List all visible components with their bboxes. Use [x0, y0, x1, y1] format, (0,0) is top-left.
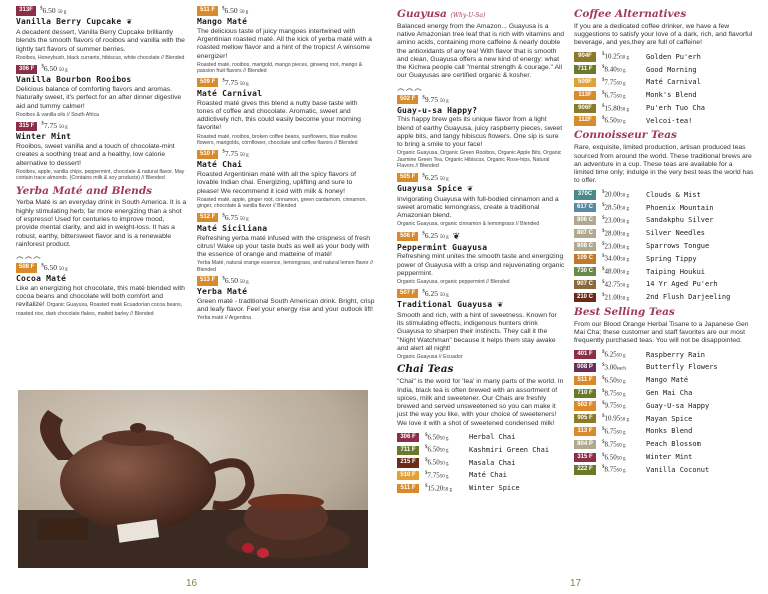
item-code: 113 F [574, 427, 596, 436]
list-item [397, 444, 565, 457]
list-item [574, 51, 754, 64]
item-code: 710 F [574, 389, 596, 398]
teapot-photo [18, 390, 368, 568]
item-name: Velcoi-tea! [646, 116, 693, 125]
item-name: Maté Siciliana [197, 223, 268, 233]
list-item [574, 201, 754, 214]
leaf-icon: ❦ [497, 299, 503, 310]
item-code: 711 F [397, 446, 419, 455]
item-price: $23.0050 g [602, 241, 629, 250]
item-ingredients: Yerba Maté, natural orange essence, lemongrass, and natural lemon flavor // Blended [197, 260, 373, 273]
item-code: 511 F [197, 6, 218, 15]
item-code: 808 C [574, 242, 596, 251]
swirl-ornament-icon: ෴෴෴ [16, 252, 42, 262]
item-price: $10.9550 g [602, 414, 629, 423]
list-item [574, 425, 754, 438]
item-ingredients: Rooibos & vanilla oils // South Africa [16, 111, 100, 118]
item-price: $6.50 50 g [41, 64, 68, 74]
item-price: $8.7550 g [602, 388, 626, 397]
item-price: $7.7550 g [602, 77, 626, 87]
list-item [574, 387, 754, 400]
item-code: 313F [16, 6, 36, 15]
item-code: 502 F [397, 95, 418, 104]
item-code: 511 F [397, 484, 419, 493]
item-price: $21.0050 g [602, 292, 629, 302]
menu-item [397, 173, 565, 228]
item-name: Sparrows Tongue [646, 241, 710, 250]
best-selling-list [574, 348, 754, 476]
item-name: Cocoa Maté [16, 273, 67, 283]
section-title-guayusa: Guayusa (Why-U-Sa) [397, 8, 486, 20]
item-code: 617 C [574, 203, 596, 212]
list-item [574, 278, 754, 291]
item-name: Silver Needles [646, 229, 706, 238]
item-name: Guay-U-sa Happy [646, 401, 710, 410]
item-price: $28.0050 g [602, 228, 629, 238]
item-name: Kashmiri Green Chai [469, 445, 550, 454]
list-item [574, 102, 754, 115]
item-code: 508 F [16, 263, 37, 272]
item-code: 511 F [574, 376, 596, 385]
list-item [574, 265, 754, 278]
menu-item [16, 121, 188, 181]
item-price: $6.25 50 g [422, 231, 449, 241]
item-name: Peppermint Guayusa [397, 242, 488, 252]
section-title-coffee: Coffee Alternatives [574, 8, 687, 20]
list-item [574, 374, 754, 387]
item-name: Gen Mai Cha [646, 388, 693, 397]
item-price: $23.0050 g [602, 215, 629, 225]
menu-item [16, 263, 188, 318]
list-item [574, 115, 754, 128]
item-code: 510 F [197, 150, 218, 159]
item-code: 315 F [574, 453, 596, 462]
item-price: $9.75 50 g [422, 94, 449, 104]
item-code: 306 F [397, 433, 419, 442]
item-description: This happy brew gets its unique flavor from a light blend of earthy Guayusa, juicy raspberry pieces, sweet apple bits, and tangy hibiscus flowers. One sip is sure to bring a smile to your face! [397, 116, 563, 149]
list-item [574, 348, 754, 361]
item-price: $6.50 50 g [41, 262, 68, 272]
item-price: $6.5050 g [602, 116, 626, 125]
menu-item [16, 64, 188, 118]
list-item [574, 214, 754, 227]
item-name: 2nd Flush Darjeeling [646, 293, 731, 302]
item-name: Mayan Spice [646, 414, 693, 423]
item-price: $7.7550 g [425, 471, 449, 480]
page-number-right: 17 [570, 578, 582, 589]
item-price: $8.7550 g [602, 465, 626, 474]
section-title-yerba: Yerba Maté and Blends [16, 184, 153, 197]
item-name: Good Morning [646, 65, 697, 74]
section-title-chai: Chai Teas [397, 363, 454, 376]
item-price: $6.2550 g [602, 350, 626, 359]
item-ingredients: Yerba maté // Argentina [197, 315, 252, 322]
item-name: Raspberry Rain [646, 350, 706, 359]
item-code: 210 C [574, 293, 596, 302]
item-code: 509 F [197, 78, 218, 87]
item-ingredients: Rooibos, Honeybush, black currants, hibiscus, white chocolate // Blended [16, 54, 185, 61]
coffee-list [574, 51, 754, 128]
list-item [397, 482, 565, 495]
item-price: $8.4050 g [602, 65, 626, 74]
item-price: $10.2550 g [602, 52, 629, 61]
list-item [574, 412, 754, 425]
item-code: 008 P [574, 363, 596, 372]
item-name: Monks Blend [646, 427, 693, 436]
menu-item [16, 6, 188, 61]
item-price: $6.5050 g [425, 445, 449, 454]
item-name: Vanilla Berry Cupcake ❦ [16, 17, 133, 28]
swirl-ornament-icon: ෴෴෴ [397, 83, 423, 93]
item-price: $6.5050 g [602, 452, 626, 461]
item-description: A decadent dessert, Vanilla Berry Cupcake brilliantly blends the smooth flavors of rooibos and vanilla with the lightly tart flavors of summer berries. [16, 29, 185, 53]
item-code: 112F [574, 116, 596, 125]
list-item [397, 431, 565, 444]
item-name: Golden Pu'erh [646, 52, 701, 61]
item-code: 509F [574, 78, 596, 87]
item-price: $15.8050 g [602, 103, 629, 112]
connoisseur-list [574, 189, 754, 304]
item-code: 804 P [574, 440, 596, 449]
item-name: Vanilla Bourbon Rooibos [16, 75, 132, 85]
item-price: $6.50 50 g [222, 6, 249, 15]
item-ingredients: Roasted maté, rooibos, marigold, mango pieces, ginseng root, mango & passion fruit flavors // Blended [197, 61, 363, 75]
item-price: $6.5050 g [425, 458, 449, 467]
item-price: $9.7550 g [602, 401, 626, 410]
section-title-connoisseur: Connoisseur Teas [574, 129, 677, 142]
item-name: Maté Carnival [197, 88, 263, 98]
menu-item [197, 78, 375, 147]
menu-item [397, 231, 565, 286]
item-name: Herbal Chai [469, 433, 516, 442]
item-name: Phoenix Mountain [646, 203, 714, 212]
item-code: 905 F [574, 414, 596, 423]
item-name: 14 Yr Aged Pu'erh [646, 280, 718, 289]
item-price: $3.00each [602, 362, 626, 372]
item-code: 401 F [574, 350, 596, 359]
leaf-icon: ❦ [467, 183, 473, 194]
item-name: Winter Spice [469, 484, 520, 493]
item-name: Peach Blossom [646, 440, 701, 449]
item-name: Traditional Guayusa ❦ [397, 299, 503, 310]
item-name: Mango Maté [197, 17, 248, 27]
list-item [574, 361, 754, 374]
column-4 [574, 6, 754, 476]
item-code: 907 C [574, 280, 596, 289]
list-item [574, 227, 754, 240]
list-item [574, 464, 754, 477]
item-code: 906F [574, 104, 596, 113]
item-description: Rooibos, sweet vanilla and a touch of chocolate-mint creates a soothing treat and a healthy, low calorie alternative to dessert! [16, 143, 175, 167]
list-item [574, 253, 754, 266]
item-price: $6.5050 g [425, 432, 449, 441]
menu-item [397, 95, 565, 170]
item-name: Yerba Maté [197, 287, 248, 297]
item-code: 512 F [197, 213, 218, 222]
section-intro-coffee: If you are a dedicated coffee drinker, we have a few suggestions to satisfy your love of a dark, rich, and flavorful beverage, and yes,they are full of caffeine! [574, 22, 753, 47]
item-code: 506 F [397, 232, 418, 241]
item-description: Refreshing mint unites the smooth taste and energizing power of Guayusa with a crisp and rejuvenating organic peppermint. [397, 253, 565, 278]
item-ingredients: Roasted maté, apple, ginger root, cinnamon, green cardamom, cinnamon, ginger, chocolate & vanilla flavor // Blended [197, 197, 367, 210]
item-name: Clouds & Mist [646, 190, 701, 199]
item-description: Delicious balance of comforting flavors and aromas. Naturally sweet, it's perfect for an after dinner digestive aid and tummy calmer! [16, 86, 182, 110]
column-2 [197, 6, 375, 325]
item-name: Vanilla Coconut [646, 465, 710, 474]
item-code: 215 F [397, 458, 419, 467]
list-item [574, 76, 754, 89]
item-code: 807 C [574, 229, 596, 238]
item-description: Green maté - traditional South American drink. Bright, crisp and leafy flavor. Feel your energy rise and your outlook lift! [197, 297, 375, 314]
list-item [574, 438, 754, 451]
leaf-icon: ❦ [452, 230, 461, 241]
item-code: 904F [574, 52, 596, 61]
item-name: Mango Maté [646, 376, 689, 385]
item-code: 306 F [16, 65, 37, 74]
list-item [397, 469, 565, 482]
item-price: $20.0050 g [602, 190, 629, 199]
item-code: 507 F [397, 289, 418, 298]
item-price: $34.0050 g [602, 254, 629, 263]
item-code: 113F [574, 91, 596, 100]
item-price: $15.2050 g [425, 483, 452, 493]
item-code: 711 F [574, 65, 596, 74]
item-ingredients: Rooibos, apple, vanilla chips, peppermint, chocolate & natural flavor. May contain trace almonds. (Contains milk & soy products) // Blended [16, 168, 185, 182]
item-code: 806 C [574, 216, 596, 225]
item-price: $6.75 50 g [222, 212, 249, 222]
item-code: 315 F [16, 122, 37, 131]
item-price: $6.7550 g [602, 426, 626, 436]
section-intro-best-selling: From our Blood Orange Herbal Tisane to a Japanese Gen Mai Cha; these customer and staff favorites are our most frequently purchased teas. You will not be disappointed. [574, 320, 749, 345]
item-description: Refreshing yerba maté infused with the crispness of fresh citrus! Wake up your taste buds as well as your body with the essence of orange and matteine of maté! [197, 234, 371, 259]
list-item [574, 451, 754, 464]
item-ingredients: Roasted maté, rooibos, broken coffee beans, sunflowers, blue mallow flowers, marigolds, cornflower, chocolate and coffee flavors // Blended [197, 133, 358, 146]
item-name: Winter Mint [16, 132, 72, 142]
list-item [574, 89, 754, 102]
item-ingredients: Organic Guayusa, organic cinnamon & lemongrass // Blended [397, 221, 540, 228]
section-title-best-selling: Best Selling Teas [574, 305, 675, 318]
item-name: Butterfly Flowers [646, 363, 718, 372]
item-name: Spring Tippy [646, 254, 697, 263]
item-code: 513 F [197, 276, 218, 285]
item-code: 222 F [574, 465, 596, 474]
item-price: $6.50 50 g [222, 276, 249, 286]
item-code: 510 F [397, 471, 419, 480]
menu-item [197, 149, 375, 209]
item-ingredients: Organic Guayusa, Organic Green Rooibos, Organic Apple Bits, Organic Jasmine Green Tea, Organic Hibiscus, Organic Rose-hips, Natural Flavors // Blended [397, 150, 562, 170]
item-name: Sandakphu Silver [646, 216, 714, 225]
item-name: Taiping Houkui [646, 267, 706, 276]
section-intro-guayusa: Balanced energy from the Amazon... Guayusa is a native Amazonian tree leaf that is rich with vitamins and amino acids, containing more caffeine & nearly double the antioxidants of any tea! With flavor that is smooth and clean, Guayusa offers a new kind of energy: what the Kichwa people call "mental strength & courage." All our Guayusas are certified organic & kosher. [397, 22, 564, 80]
item-code: 109 C [574, 254, 596, 263]
list-item [574, 63, 754, 76]
item-price: $6.50 50 g [40, 6, 67, 15]
list-item [574, 189, 754, 202]
item-name: Pu'erh Tuo Cha [646, 103, 706, 112]
menu-item [197, 6, 375, 75]
item-code: 502 F [574, 401, 596, 410]
item-price: $7.75 50 g [222, 149, 249, 159]
item-price: $7.75 50 g [41, 121, 68, 131]
menu-item [397, 289, 565, 361]
item-name: Maté Chai [197, 160, 243, 170]
item-name: Maté Chai [469, 471, 507, 480]
section-intro-chai: "Chai" is the word for 'tea' in many parts of the world. In India, black tea is often brewed with an assortment of spices, milk and sweetener. Our Chais are freshly brewed and served unsweetened so you can make it just the way you like, with your choice of sweeteners! We love it with a shot of sweetened condensed milk! [397, 378, 564, 427]
item-description: Roasted Argentinian maté with all the spicy flavors of lovable Indian chai. Energizing, uplifting and sure to please! We recommend it iced with milk & honey! [197, 171, 357, 195]
item-description: Invigorating Guayusa with full-bodied cinnamon and a sweet aromatic lemongrass, create a traditional Amazonian blend. [397, 195, 559, 220]
item-price: $6.25 50 g [422, 288, 449, 298]
list-item [574, 240, 754, 253]
chai-list [397, 431, 565, 495]
item-ingredients: Organic Guayusa // Ecuador [397, 354, 463, 361]
list-item [574, 400, 754, 413]
section-intro-yerba: Yerba Maté is an everyday drink in South America. It is a highly stimulating herb; far more energizing than a shot of espresso! Used for centuries to improve mood, provide mental clarity, and aid in weight-loss. It has a robust, earthy, bittersweet flavor and is a renewable rainforest product. [16, 199, 187, 248]
column-3 [397, 6, 565, 495]
list-item [397, 457, 565, 470]
item-name: Guayusa Spice ❦ [397, 183, 473, 194]
leaf-icon: ❦ [126, 17, 133, 28]
column-1 [16, 6, 188, 321]
item-price: $6.25 50 g [422, 172, 449, 182]
item-name: Maté Carnival [646, 78, 701, 87]
item-price: $7.75 50 g [222, 77, 249, 87]
item-description: Smooth and rich, with a hint of sweetness. Known for its stimulating effects, indigenous hunters drink Guayusa to sharpen their instincts. They call it the "Night Watchman" because it helps them stay awake and alert all night! [397, 311, 557, 352]
menu-item [197, 213, 375, 273]
item-price: $42.7550 g [602, 279, 629, 289]
item-code: 730 C [574, 267, 596, 276]
item-description: Roasted maté gives this blend a nutty base taste with tones of coffee and chocolate. Aromatic, sweet and addictively rich, this could easily become your morning favorite! [197, 99, 361, 132]
teapot-illustration [18, 390, 368, 568]
item-name: Monk's Blend [646, 91, 697, 100]
item-description: Like an energizing hot chocolate, this maté blended with cocoa beans and chocolate will both comfort and revitalize! Organic Guayusa, Roasted maté Ecuadorian cocoa beans, roasted rice, dark chocolate flakes, malted barley // Blended [16, 284, 185, 317]
item-description: The delicious taste of juicy mangoes intertwined with Argentinian roasted maté. All the kick of yerba maté with a roasted mellow flavor and a hint of the tropics! A winsome energizer! [197, 27, 372, 60]
list-item [574, 291, 754, 304]
item-code: 505 F [397, 173, 418, 182]
item-price: $48.0050 g [602, 267, 629, 276]
page-number-left: 16 [186, 578, 198, 589]
menu-item [197, 276, 375, 322]
item-price: $28.5050 g [602, 203, 629, 212]
item-name: Guay-u-sa Happy? [397, 105, 478, 115]
item-name: Winter Mint [646, 452, 693, 461]
item-price: $6.7550 g [602, 90, 626, 100]
item-name: Masala Chai [469, 458, 516, 467]
item-code: 370C [574, 190, 596, 199]
item-ingredients: Organic Guayusa, organic peppermint // Blended [397, 279, 510, 286]
section-intro-connoisseur: Rare, exquisite, limited production, artisan produced teas sourced from around the world. These traditional brews are an adventure in a cup. These teas are available for a limited time only; indulge in the very best teas the world has to offer. [574, 144, 754, 185]
item-price: $8.7550 g [602, 439, 626, 449]
item-price: $6.5050 g [602, 375, 626, 385]
